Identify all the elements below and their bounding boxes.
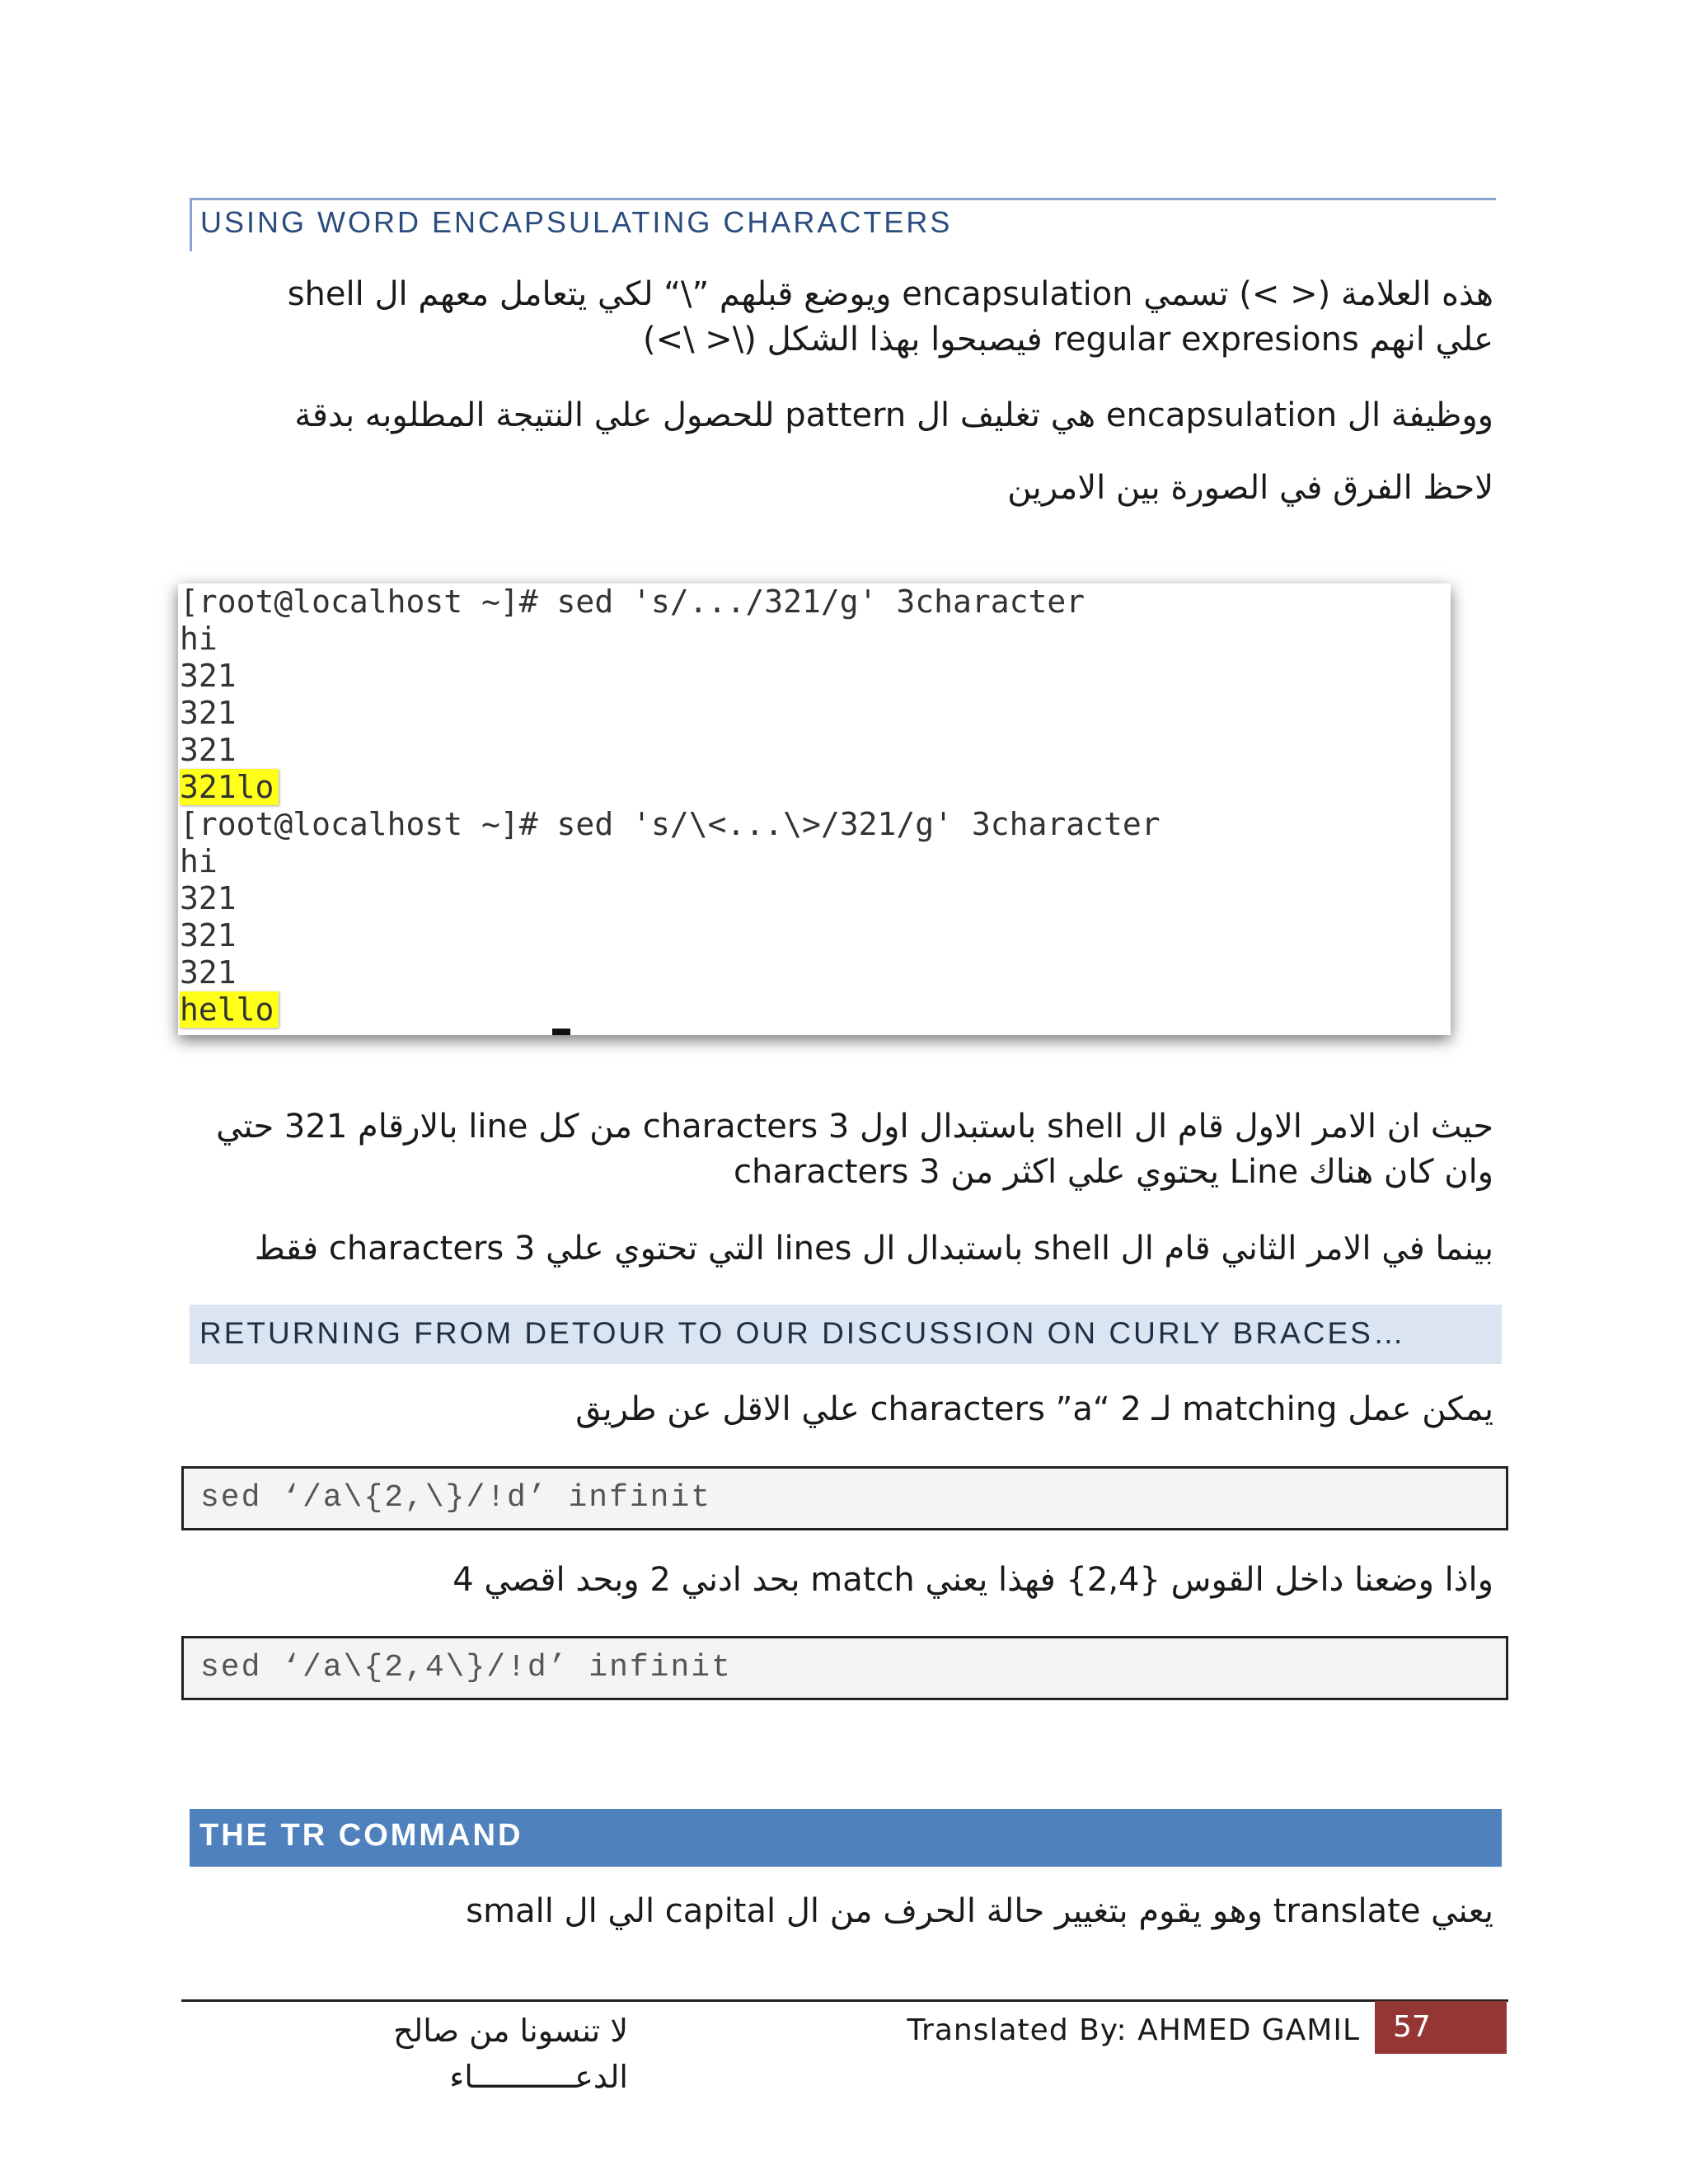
terminal-line: hi [180,621,218,657]
section-heading-text: RETURNING FROM DETOUR TO OUR DISCUSSION ON CURLY BRACES… [199,1316,1406,1350]
terminal-line-highlighted [180,991,279,1029]
paragraph-tr-description: يعني translate وهو يقوم بتغيير حالة الحرف من ال capital الي ال small [466,1892,1493,1930]
paragraph-encapsulation-purpose: ووظيفة ال encapsulation هي تغليف ال pattern للحصول علي النتيجة المطلوبه بدقة [294,396,1493,434]
paragraph-matching-intro: يمكن عمل matching لـ characters ”a“ 2 علي الاقل عن طريق [575,1390,1493,1428]
paragraph-second-command-explanation: بينما في الامر الثاني قام ال shell باستبدال ال lines التي تحتوي علي 3 characters فقط [254,1230,1493,1268]
terminal-line: 321 [180,695,237,731]
terminal-line: 321 [180,880,237,916]
terminal-line: [root@localhost ~]# sed 's/.../321/g' 3character [180,583,1085,620]
section-heading-text: USING WORD ENCAPSULATING CHARACTERS [200,205,953,239]
paragraph-line: هذه العلامة (< >) تسمي encapsulation ويوضع قبلهم ”\“ لكي يتعامل معهم ال shell [287,275,1493,313]
paragraph-note-difference: لاحظ الفرق في الصورة بين الامرين [1007,469,1493,507]
section-heading-tr-command [190,1809,1502,1867]
terminal-line: hi [180,843,218,879]
highlight-mark: 321lo [180,769,279,805]
highlight-mark: hello [180,991,279,1028]
page-number: 57 [1375,2001,1507,2054]
terminal-screenshot [178,583,1451,1035]
terminal-line-highlighted [180,769,279,806]
footer-divider [181,1999,1508,2002]
code-text: sed ‘/a\{2,\}/!d’ infinit [200,1480,712,1516]
code-text: sed ‘/a\{2,4\}/!d’ infinit [200,1650,732,1685]
footer-dua-text: لا تنسونا من صالح الدعـــــــــــاء [393,2013,628,2095]
section-heading-curly-braces [190,1305,1502,1364]
paragraph-line: حيث ان الامر الاول قام ال shell باستبدال اول 3 characters من كل line بالارقام 321 حتي [216,1108,1493,1146]
terminal-cursor [552,1029,570,1035]
paragraph-line: علي انهم regular expresions فيصبحوا بهذا الشكل (\< \>) [642,321,1493,359]
terminal-line: [root@localhost ~]# sed 's/\<...\>/321/g' 3character [180,806,1160,842]
paragraph-encapsulation-intro [142,272,1493,363]
code-box-sed-range [181,1636,1508,1700]
section-heading-encapsulating [190,198,1496,251]
terminal-line: 321 [180,954,237,991]
terminal-line: 321 [180,658,237,694]
terminal-line: 321 [180,732,237,768]
section-heading-text: THE TR COMMAND [199,1818,523,1853]
paragraph-first-command-explanation [142,1104,1493,1195]
code-box-sed-min [181,1466,1508,1530]
terminal-line: 321 [180,917,237,954]
paragraph-line: وان كان هناك Line يحتوي علي اكثر من 3 characters [734,1153,1493,1191]
paragraph-range-match: واذا وضعنا داخل القوس {2,4} فهذا يعني match بحد ادني 2 وبحد اقصي 4 [452,1561,1493,1599]
footer-translator-credit: Translated By: AHMED GAMIL [907,2013,1360,2047]
